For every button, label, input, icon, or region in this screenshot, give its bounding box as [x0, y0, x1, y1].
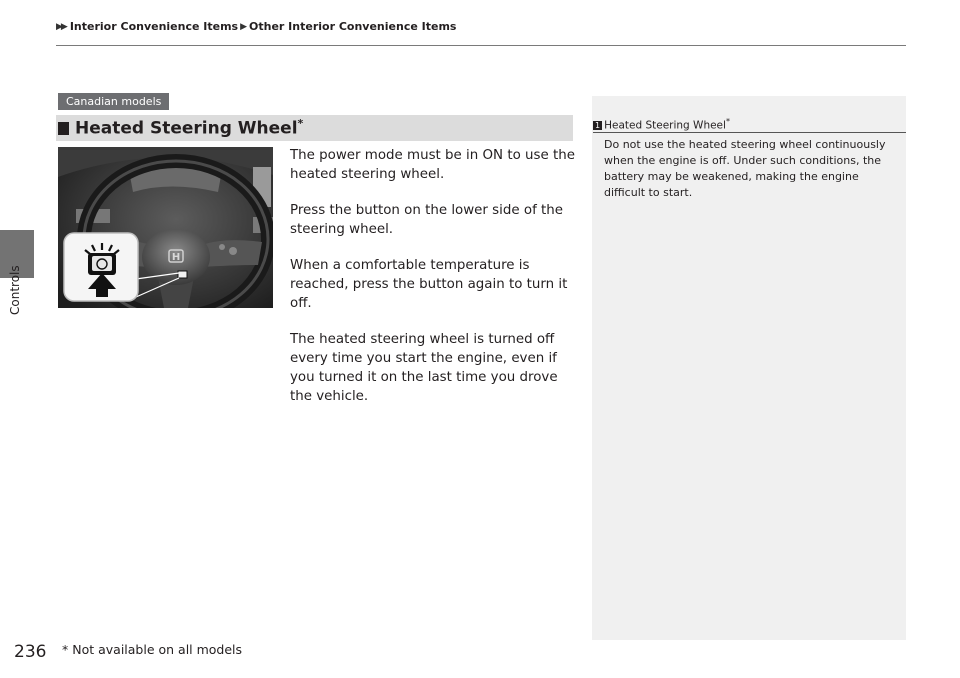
arrow-right-icon: ▶ [240, 21, 248, 32]
bullet-square-icon [58, 122, 69, 135]
double-arrow-icon: ▶▶ [56, 21, 66, 32]
page-number: 236 [14, 642, 47, 662]
note-number-icon: 1 [595, 120, 601, 130]
note-availability-marker: * [725, 117, 730, 126]
section-title [58, 117, 303, 139]
model-badge: Canadian models [58, 93, 169, 110]
breadcrumb-item-other-interior[interactable]: Other Interior Convenience Items [249, 20, 457, 33]
steering-wheel-illustration [58, 147, 273, 308]
steering-wheel-photo [58, 147, 273, 308]
paragraph-auto-off: The heated steering wheel is turned off every time you start the engine, even if you turned it on the last time you drove the vehicle. [290, 332, 558, 404]
body-text [290, 146, 580, 423]
paragraph-power-mode: The power mode must be in ON to use the heated steering wheel. [290, 148, 575, 182]
availability-marker: * [297, 117, 304, 130]
paragraph-press-button: Press the button on the lower side of the steering wheel. [290, 203, 564, 237]
breadcrumb-item-interior-convenience[interactable]: Interior Convenience Items [69, 20, 239, 33]
breadcrumb [56, 20, 456, 33]
paragraph-turn-off: When a comfortable temperature is reached, press the button again to turn it off. [290, 258, 568, 311]
note-text: Do not use the heated steering wheel continuously when the engine is off. Under such conditions, the battery may be weakened, making the engine difficult to start. [604, 138, 886, 199]
footnote: * Not available on all models [62, 642, 243, 657]
note-title [593, 117, 730, 132]
header-divider [56, 45, 906, 46]
svg-text:H: H [171, 252, 181, 263]
note-title-text: Heated Steering Wheel [604, 119, 726, 132]
note-divider [593, 132, 906, 133]
section-title-text: Heated Steering Wheel [75, 118, 298, 139]
chapter-tab[interactable] [2, 240, 32, 320]
chapter-tab-label: Controls [8, 265, 22, 315]
